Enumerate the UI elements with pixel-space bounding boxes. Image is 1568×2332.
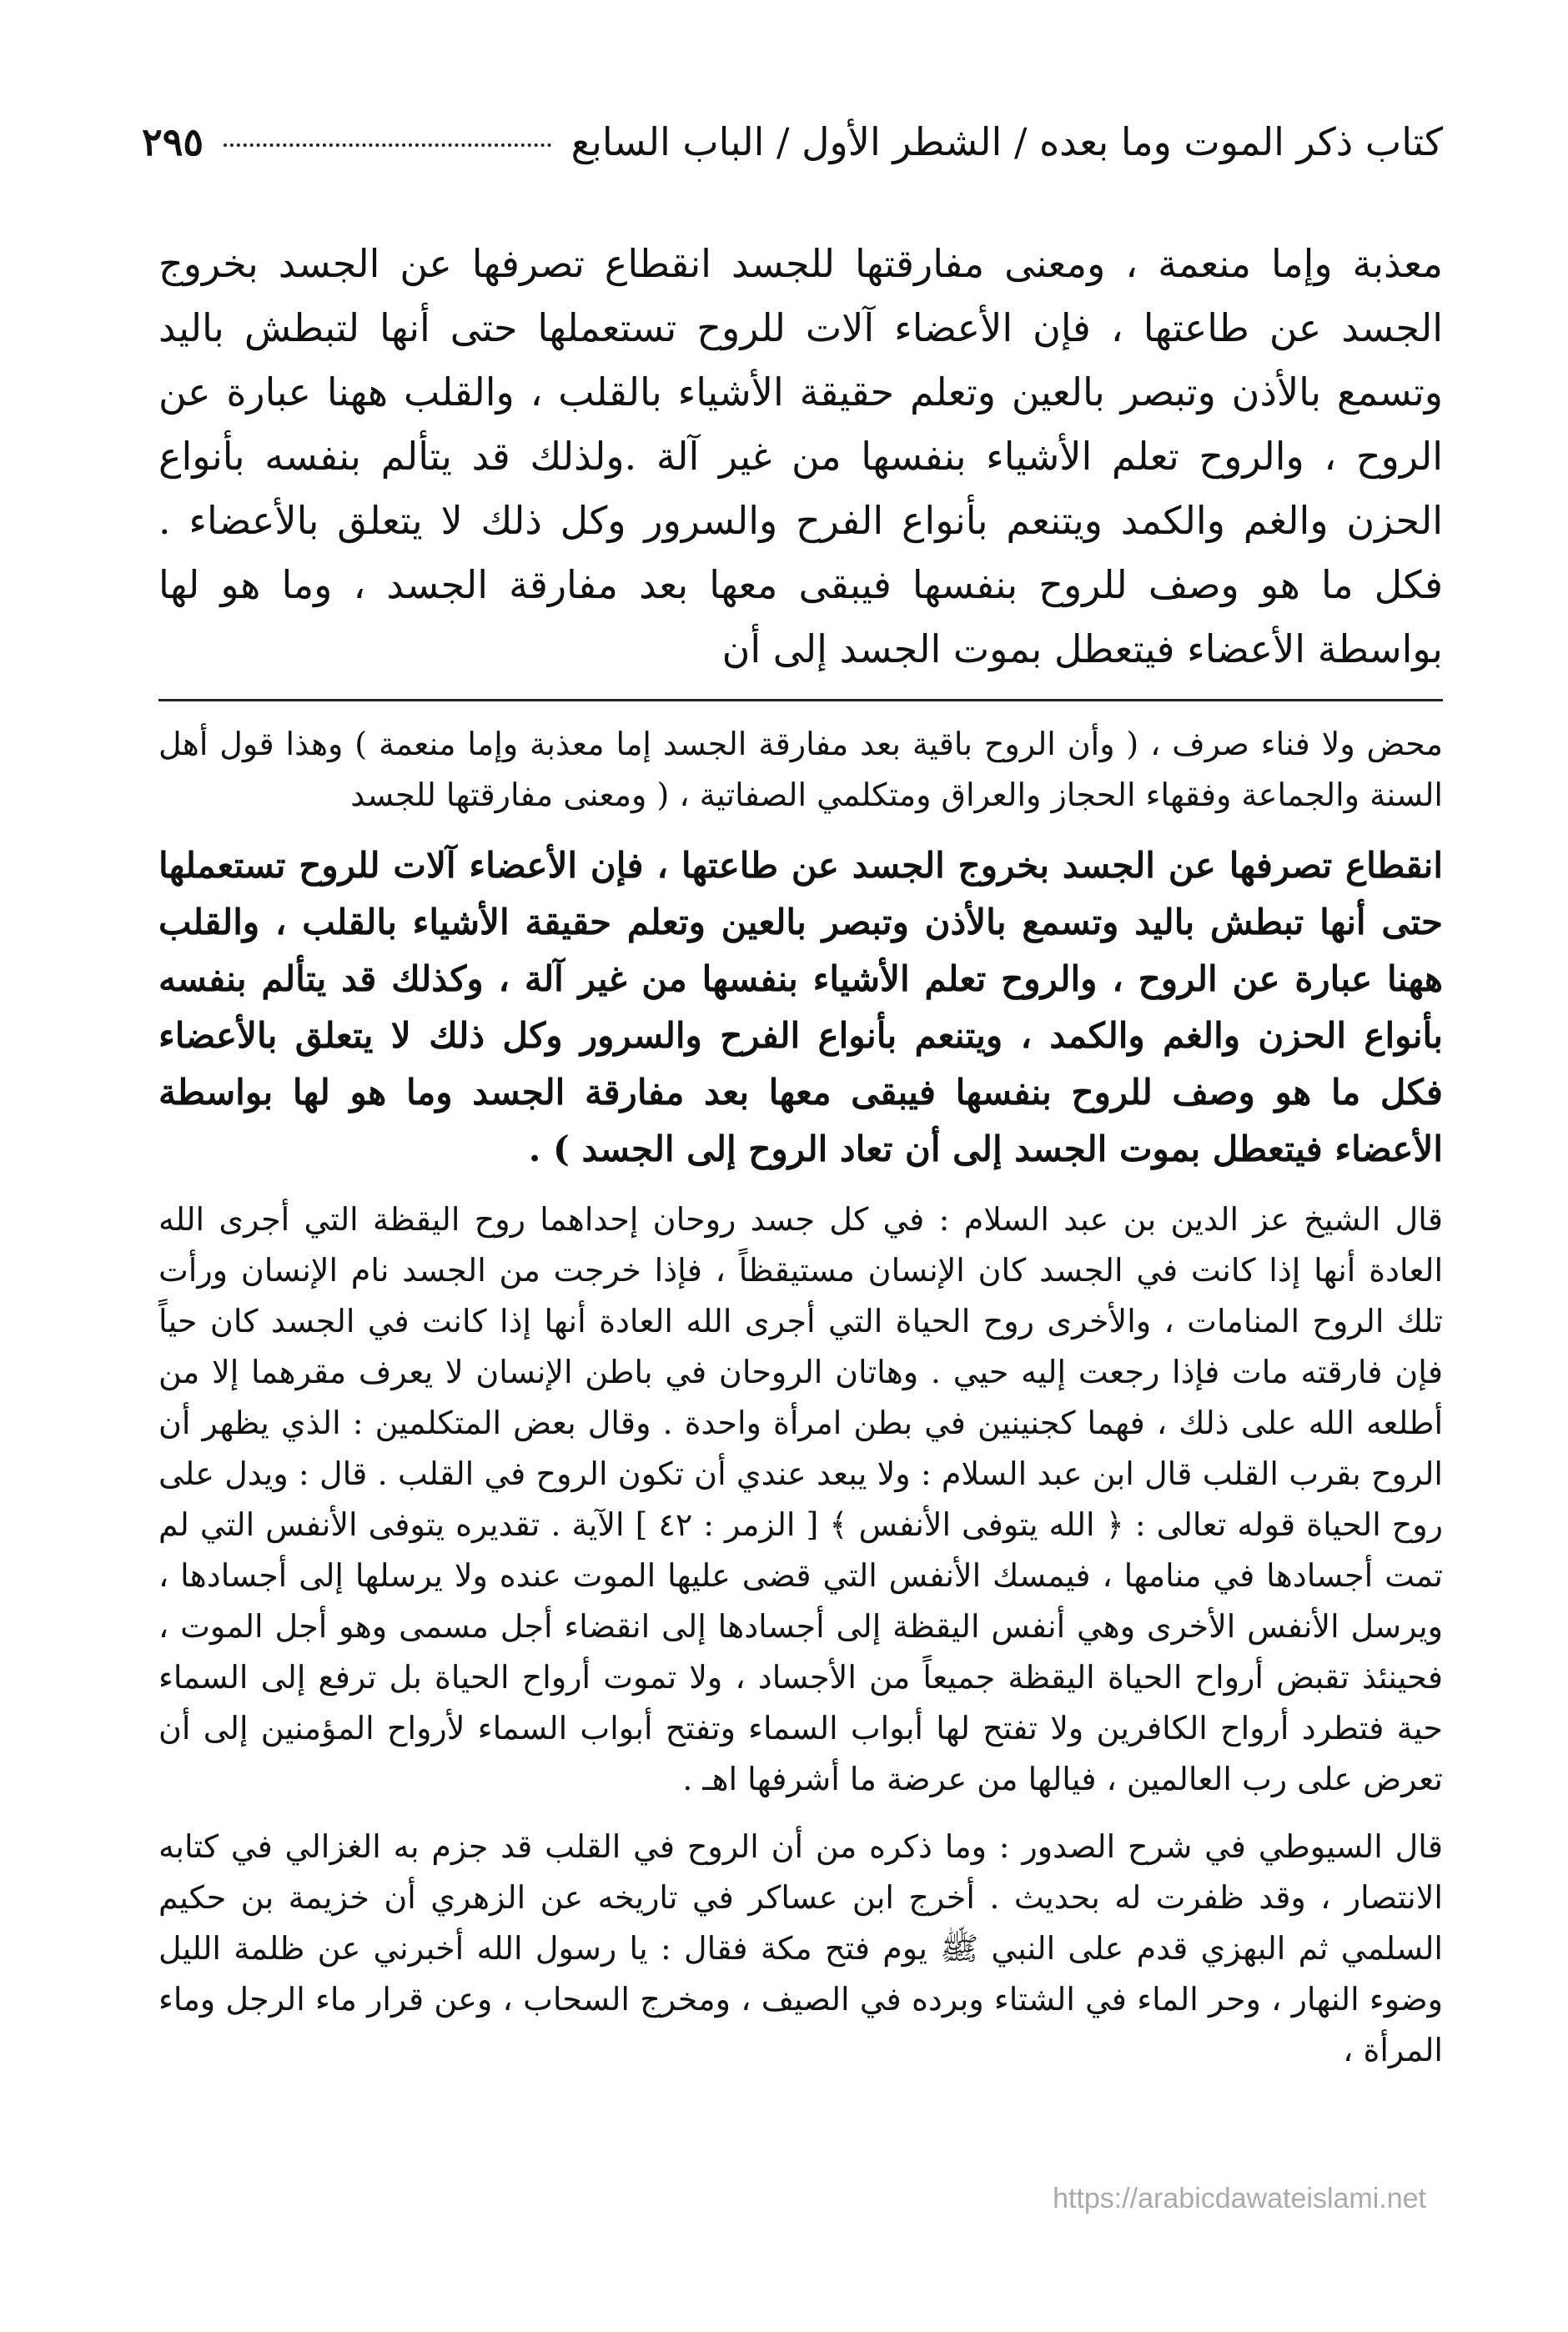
footnote-separator xyxy=(158,699,1443,701)
commentary-intro: محض ولا فناء صرف ، ( وأن الروح باقية بعد مفارقة الجسد إما معذبة وإما منعمة ) وهذا قول أهل السنة والجماعة وفقهاء الحجاز والعراق ومتكلمي الصفاتية ، ( ومعنى مفارقتها للجسد xyxy=(158,726,1443,813)
commentary-block xyxy=(158,719,1443,2093)
watermark-url: https://arabicdawateislami.net xyxy=(1053,2183,1426,2214)
running-header xyxy=(142,117,1443,167)
main-paragraph: معذبة وإما منعمة ، ومعنى مفارقتها للجسد انقطاع تصرفها عن الجسد بخروج الجسد عن طاعتها ، فإن الأعضاء آلات للروح تستعملها حتى أنها لتبطش باليد وتسمع بالأذن وتبصر بالعين وتعلم حقيقة الأشياء بالقلب ، والقلب ههنا عبارة عن الروح ، والروح تعلم الأشياء بنفسها من غير آلة .ولذلك قد يتألم بنفسه بأنواع الحزن والغم والكمد ويتنعم بأنواع الفرح والسرور وكل ذلك لا يتعلق بالأعضاء . فكل ما هو وصف للروح بنفسها فيبقى معها بعد مفارقة الجسد ، وما هو لها بواسطة الأعضاء فيتعطل بموت الجسد إلى أن xyxy=(158,241,1443,671)
commentary-suyuti-paragraph: قال السيوطي في شرح الصدور : وما ذكره من أن الروح في القلب قد جزم به الغزالي في كتابه الانتصار ، وقد ظفرت له بحديث . أخرج ابن عساكر في تاريخه عن الزهري أن خزيمة بن حكيم السلمي ثم البهزي قدم على النبي ﷺ يوم فتح مكة فقال : يا رسول الله أخبرني عن ظلمة الليل وضوء النهار ، وحر الماء في الشتاء وبرده في الصيف ، ومخرج السحاب ، وعن قرار ماء الرجل وماء المرأة ، xyxy=(158,1828,1443,2068)
main-text-block xyxy=(158,232,1443,681)
commentary-bold-quote: انقطاع تصرفها عن الجسد بخروج الجسد عن طاعتها ، فإن الأعضاء آلات للروح تستعملها حتى أنها تبطش باليد وتسمع بالأذن وتبصر بالعين وتعلم حقيقة الأشياء بالقلب ، والقلب ههنا عبارة عن الروح ، والروح تعلم الأشياء بنفسها من غير آلة ، وكذلك قد يتألم بنفسه بأنواع الحزن والغم والكمد ، ويتنعم بأنواع الفرح والسرور وكل ذلك لا يتعلق بالأعضاء فكل ما هو وصف للروح بنفسها فيبقى معها بعد مفارقة الجسد وما هو لها بواسطة الأعضاء فيتعطل بموت الجسد إلى أن تعاد الروح إلى الجسد ) . xyxy=(158,845,1443,1169)
dotted-leader xyxy=(224,143,550,147)
commentary-izz-paragraph: قال الشيخ عز الدين بن عبد السلام : في كل جسد روحان إحداهما روح اليقظة التي أجرى الله العادة أنها إذا كانت في الجسد كان الإنسان مستيقظاً ، فإذا خرجت من الجسد نام الإنسان ورأت تلك الروح المنامات ، والأخرى روح الحياة التي أجرى الله العادة أنها إذا كانت في الجسد كان حياً فإن فارقته مات فإذا رجعت إليه حيي . وهاتان الروحان في باطن الإنسان لا يعرف مقرهما إلا من أطلعه الله على ذلك ، فهما كجنينين في بطن امرأة واحدة . وقال بعض المتكلمين : الذي يظهر أن الروح بقرب القلب قال ابن عبد السلام : ولا يبعد عندي أن تكون الروح في القلب . قال : ويدل على روح الحياة قوله تعالى : ﴿ الله يتوفى الأنفس ﴾ [ الزمر : ٤٢ ] الآية . تقديره يتوفى الأنفس التي لم تمت أجسادها في منامها ، فيمسك الأنفس التي قضى عليها الموت عنده ولا يرسلها إلى أجسادها ، ويرسل الأنفس الأخرى وهي أنفس اليقظة إلى أجسادها إلى انقضاء أجل مسمى وهو أجل الموت ، فحينئذ تقبض أرواح الحياة اليقظة جميعاً من الأجساد ، ولا تموت أرواح الحياة بل ترفع إلى السماء حية فتطرد أرواح الكافرين ولا تفتح لها أبواب السماء وتفتح أبواب السماء لأرواح المؤمنين إلى أن تعرض على رب العالمين ، فيالها من عرضة ما أشرفها اهـ . xyxy=(158,1201,1444,1797)
running-title: كتاب ذكر الموت وما بعده / الشطر الأول / الباب السابع xyxy=(570,119,1443,164)
page-number: ٢٩٥ xyxy=(142,119,204,164)
